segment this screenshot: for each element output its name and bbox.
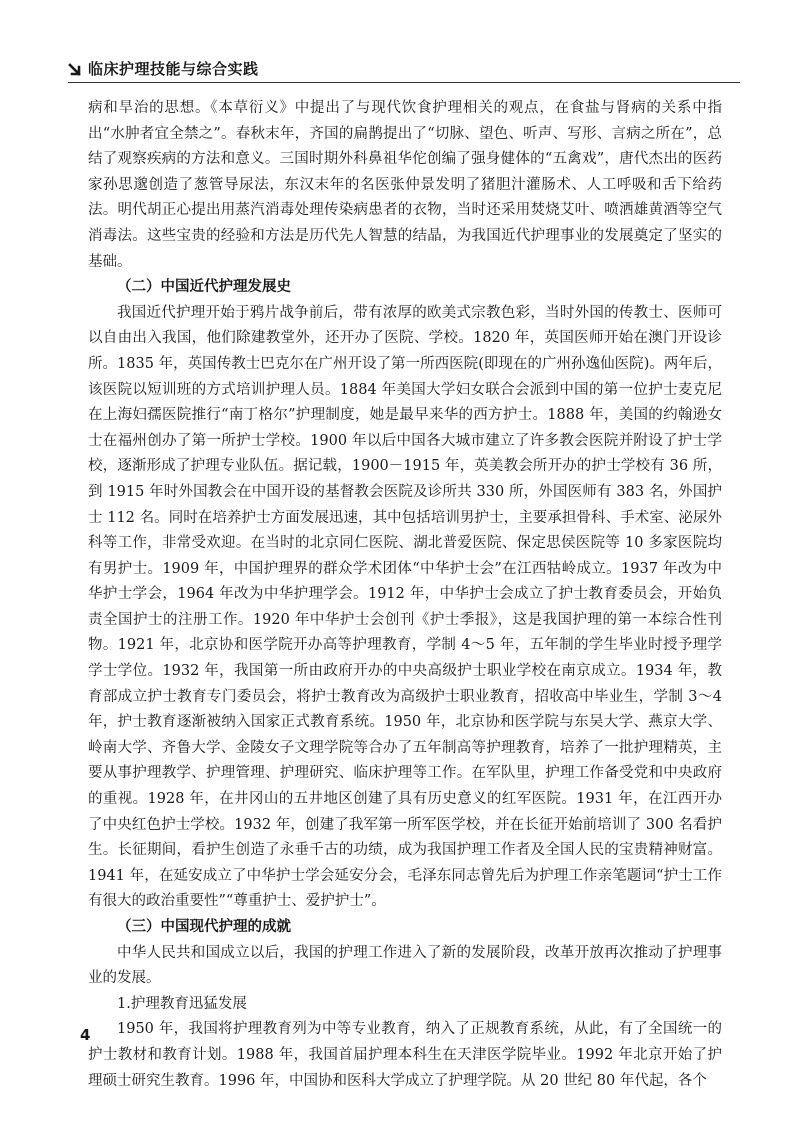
body-paragraph: 病和旱治的思想。《本草衍义》中提出了与现代饮食护理相关的观点，在食盐与肾病的关系中指出“水肿者宜全禁之”。春秋末年，齐国的扁鹊提出了“切脉、望色、听声、写形、言病之所在”，总结了观察疾病的方法和意义。三国时期外科鼻祖华佗创编了强身健体的“五禽戏”，唐代杰出的医药家孙思邈创造了葱管导尿法，东汉末年的名医张仲景发明了猪胆汁灌肠术、人工呼吸和舌下给药法。明代胡正心提出用蒸汽消毒处理传染病患者的衣物，当时还采用焚烧艾叶、喷洒雄黄酒等空气消毒法。这些宝贵的经验和方法是历代先人智慧的结晶，为我国近代护理事业的发展奠定了坚实的基础。 — [88, 100, 722, 270]
section-heading: （二）中国近代护理发展史 — [117, 279, 291, 296]
page-body — [88, 96, 722, 1094]
arrow-down-right-icon — [68, 62, 82, 76]
body-paragraph: 1950 年，我国将护理教育列为中等专业教育，纳入了正规教育系统，从此，有了全国统一的护士教材和教育计划。1988 年，我国首届护理本科生在天津医学院毕业。1992 年北京开始了护理硕士研究生教育。1996 年，中国协和医科大学成立了护理学院。从 20 世纪 80 年代起，各个 — [88, 1021, 722, 1089]
body-paragraph: 我国近代护理开始于鸦片战争前后，带有浓厚的欧美式宗教色彩，当时外国的传教士、医师可以自由出入我国，他们除建教堂外，还开办了医院、学校。1820 年，英国医师开始在澳门开设诊所。1835 年，英国传教士巴克尔在广州开设了第一所西医院(即现在的广州孙逸仙医院)。两年后，该医院以短训班的方式培训护理人员。1884 年美国大学妇女联合会派到中国的第一位护士麦克尼在上海妇孺医院推行“南丁格尔”护理制度，她是最早来华的西方护士。1888 年，美国的约翰逊女士在福州创办了第一所护士学校。1900 年以后中国各大城市建立了许多教会医院并附设了护士学校，逐渐形成了护理专业队伍。据记载，1900－1915 年，英美教会所开办的护士学校有 36 所，到 1915 年时外国教会在中国开设的基督教会医院及诊所共 330 所，外国医师有 383 名，外国护士 112 名。同时在培养护士方面发展迅速，其中包括培训男护士，主要承担骨科、手术室、泌尿外科等工作，非常受欢迎。在当时的北京同仁医院、湖北普爱医院、保定思侯医院等 10 多家医院均有男护士。1909 年，中国护理界的群众学术团体“中华护士会”在江西牯岭成立。1937 年改为中华护士学会，1964 年改为中华护理学会。1912 年，中华护士会成立了护士教育委员会，开始负责全国护士的注册工作。1920 年中华护士会创刊《护士季报》，这是我国护理的第一本综合性刊物。1921 年，北京协和医学院开办高等护理教育，学制 4～5 年，五年制的学生毕业时授予理学学士学位。1932 年，我国第一所由政府开办的中央高级护士职业学校在南京成立。1934 年，教育部成立护士教育专门委员会，将护士教育改为高级护士职业教育，招收高中毕业生，学制 3～4 年，护士教育逐渐被纳入国家正式教育系统。1950 年，北京协和医学院与东吴大学、燕京大学、岭南大学、齐鲁大学、金陵女子文理学院等合办了五年制高等护理教育，培养了一批护理精英，主要从事护理教学、护理管理、护理研究、临床护理等工作。在军队里，护理工作备受党和中央政府的重视。1928 年，在井冈山的五井地区创建了具有历史意义的红军医院。1931 年，在江西开办了中央红色护士学校。1932 年，创建了我军第一所军医学校，并在长征开始前培训了 300 名看护生。长征期间，看护生创造了永垂千古的功绩，成为我国护理工作者及全国人民的宝贵精神财富。1941 年，在延安成立了中华护士学会延安分会，毛泽东同志曾先后为护理工作亲笔题词“护士工作有很大的政治重要性”“尊重护士、爱护护士”。 — [88, 304, 722, 910]
running-header — [68, 58, 740, 79]
subsection-heading: 1.护理教育迅猛发展 — [117, 995, 247, 1012]
section-heading: （三）中国现代护理的成就 — [117, 919, 291, 935]
page-number: 4 — [80, 1026, 91, 1044]
header-divider — [68, 82, 740, 83]
body-paragraph: 中华人民共和国成立以后，我国的护理工作进入了新的发展阶段，改革开放再次推动了护理事业的发展。 — [88, 944, 722, 987]
header-title: 临床护理技能与综合实践 — [88, 60, 259, 78]
